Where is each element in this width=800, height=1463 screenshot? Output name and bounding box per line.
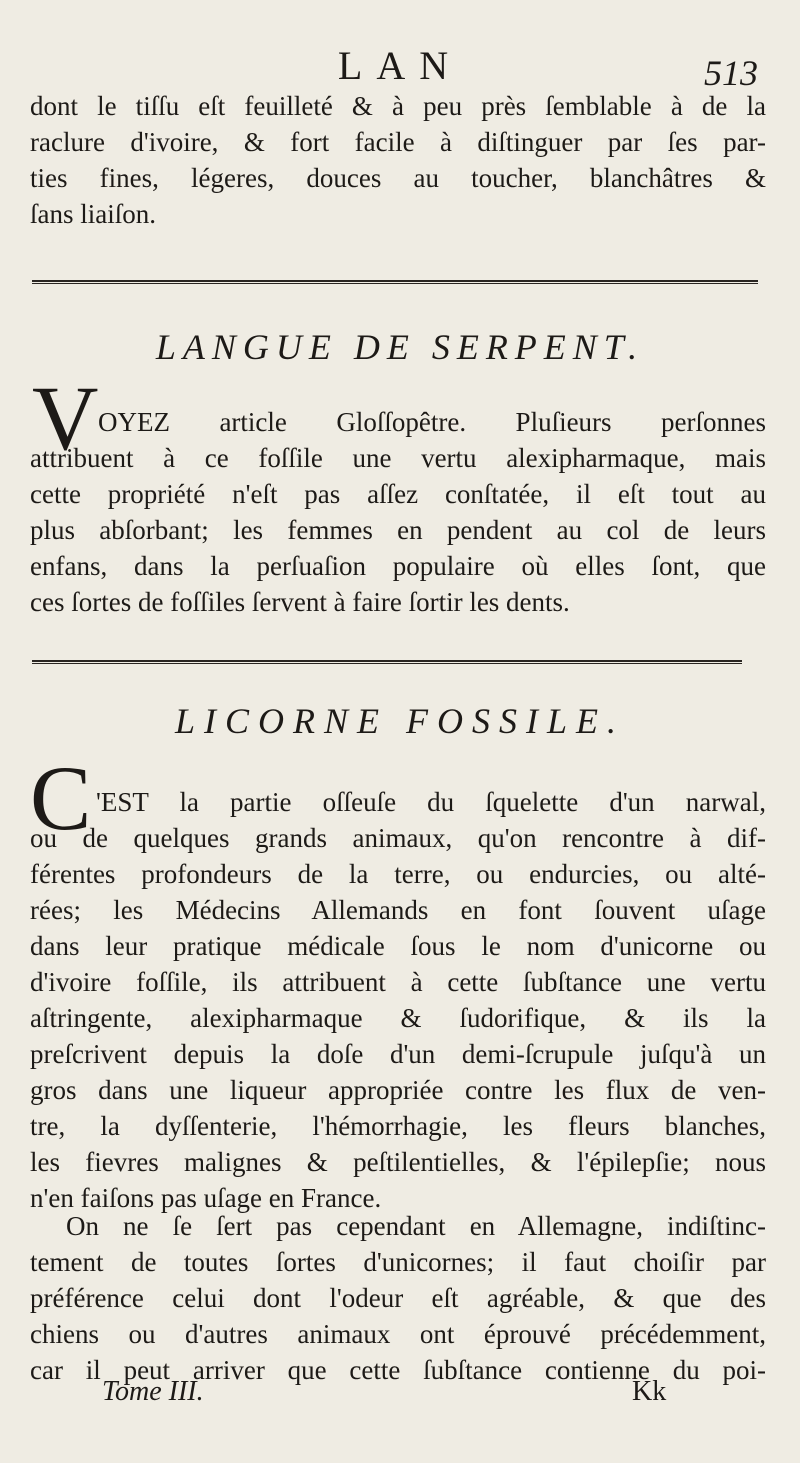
text-line: On ne ſe ſert pas cependant en Allemagne, indiſtinc- [66, 1211, 766, 1241]
drop-capital: V [32, 367, 99, 469]
text-line: enfans, dans la perſuaſion populaire où elles ſont, que [30, 551, 766, 581]
text-line: ou de quelques grands animaux, qu'on rencontre à dif- [30, 823, 766, 853]
text-line: tre, la dyſſenterie, l'hémorrhagie, les fleurs blanches, [30, 1111, 766, 1141]
running-head: LAN [337, 43, 463, 88]
section-divider [32, 660, 742, 664]
text-line: attribuent à ce foſſile une vertu alexipharmaque, mais [30, 443, 766, 473]
licorne-first-line [96, 784, 766, 820]
text-line: dans leur pratique médicale ſous le nom d'unicorne ou [30, 931, 766, 961]
text-line: d'ivoire foſſile, ils attribuent à cette ſubſtance une vertu [30, 967, 766, 997]
text-line: preſcrivent depuis la doſe d'un demi-ſcrupule juſqu'à un [30, 1039, 766, 1069]
text-line: cette propriété n'eſt pas aſſez conſtatée, il eſt tout au [30, 479, 766, 509]
text-line: chiens ou d'autres animaux ont éprouvé précédemment, [30, 1319, 766, 1349]
text-line: 'EST la partie oſſeuſe du ſquelette d'un narwal, [96, 787, 766, 817]
text-line: car il peut arriver que cette ſubſtance contienne du poi- [30, 1355, 766, 1385]
text-line: ſans liaiſon. [30, 199, 156, 229]
text-line: plus abſorbant; les femmes en pendent au col de leurs [30, 515, 766, 545]
text-line: dont le tiſſu eſt feuilleté & à peu près ſemblable à de la [30, 91, 766, 121]
text-line: raclure d'ivoire, & fort facile à diſtinguer par ſes par- [30, 127, 766, 157]
intro-paragraph [30, 88, 766, 232]
text-line: ces ſortes de foſſiles ſervent à faire ſortir les dents. [30, 587, 570, 617]
section-heading-licorne: LICORNE FOSSILE. [175, 701, 625, 741]
text-line: préférence celui dont l'odeur eſt agréable, & que des [30, 1283, 766, 1313]
text-line: gros dans une liqueur appropriée contre les flux de ven- [30, 1075, 766, 1105]
text-line: ties fines, légeres, douces au toucher, blanchâtres & [30, 163, 766, 193]
page-number: 513 [704, 53, 758, 93]
text-line: les fievres malignes & peſtilentielles, & l'épilepſie; nous [30, 1147, 766, 1177]
volume-signature: Tome III. [102, 1376, 204, 1407]
signature-mark: Kk [632, 1376, 667, 1407]
licorne-paragraph-2 [30, 1208, 766, 1388]
text-line: tement de toutes ſortes d'unicornes; il faut choiſir par [30, 1247, 766, 1277]
langue-first-line [98, 404, 766, 440]
section-divider [32, 280, 758, 284]
section-heading-langue: LANGUE DE SERPENT. [155, 327, 645, 367]
text-line: aſtringente, alexipharmaque & ſudorifique, & ils la [30, 1003, 766, 1033]
licorne-paragraph [30, 820, 766, 1216]
drop-capital: C [30, 747, 92, 849]
text-line: n'en faiſons pas uſage en France. [30, 1183, 382, 1213]
text-line: OYEZ article Gloſſopêtre. Pluſieurs perſonnes [98, 407, 766, 437]
text-line: férentes profondeurs de la terre, ou endurcies, ou alté- [30, 859, 766, 889]
text-line: rées; les Médecins Allemands en font ſouvent uſage [30, 895, 766, 925]
langue-paragraph [30, 440, 766, 620]
